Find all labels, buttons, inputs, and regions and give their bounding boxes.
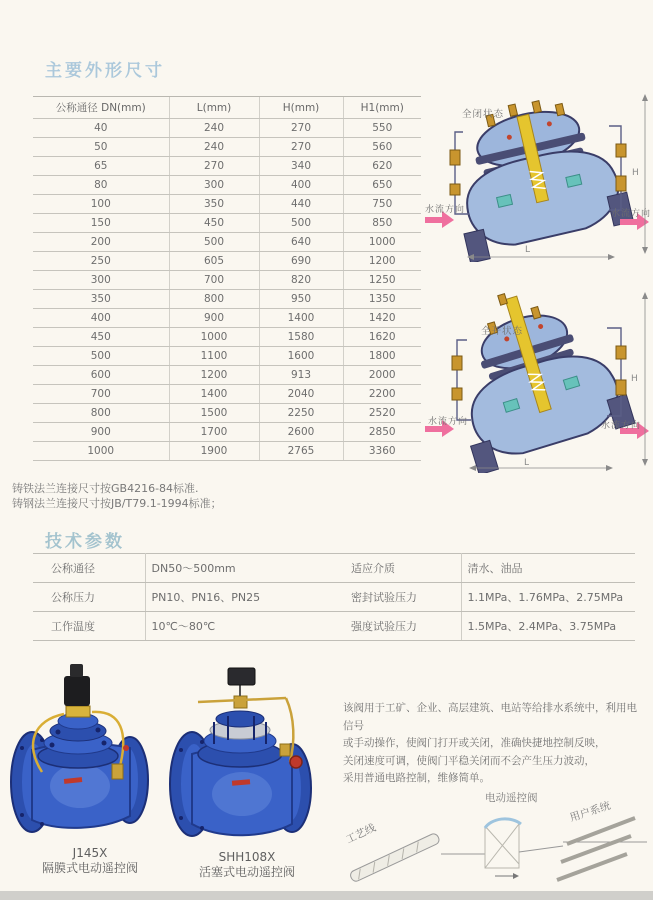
table-row	[33, 309, 421, 328]
cell-h: 270	[259, 119, 343, 138]
cell-h: 913	[259, 366, 343, 385]
valve-cross-section-open-drawing	[423, 288, 651, 473]
cell-h1: 750	[343, 195, 421, 214]
cell-dn: 50	[33, 138, 169, 157]
dim-l-label: L	[525, 245, 531, 255]
scan-edge-strip	[0, 891, 653, 900]
cell-h: 1400	[259, 309, 343, 328]
product-photo-shh108x	[166, 656, 318, 846]
cell-l: 900	[169, 309, 259, 328]
table-header-cell: H1(mm)	[343, 97, 421, 119]
tech-params-table-left	[33, 553, 333, 641]
cell-h1: 1000	[343, 233, 421, 252]
cell-l: 270	[169, 157, 259, 176]
table-row	[33, 442, 421, 461]
table-header-cell: L(mm)	[169, 97, 259, 119]
cell-dn: 1000	[33, 442, 169, 461]
state-label: 全闭状态	[462, 109, 505, 120]
caption-j145x	[15, 846, 165, 876]
description-line: 关闭速度可调，使阀门平稳关闭而不会产生压力波动，	[343, 754, 595, 767]
table-row	[33, 366, 421, 385]
table-row	[33, 195, 421, 214]
valve-diagram-closed	[423, 92, 651, 262]
section-title-tech-params: 技术参数	[45, 532, 125, 552]
cell-dn: 350	[33, 290, 169, 309]
cell-h: 2765	[259, 442, 343, 461]
cell-h: 340	[259, 157, 343, 176]
tech-params-table-right	[333, 553, 635, 641]
cell-h: 950	[259, 290, 343, 309]
cell-h: 400	[259, 176, 343, 195]
cell-l: 350	[169, 195, 259, 214]
cell-h1: 1250	[343, 271, 421, 290]
table-header-cell: H(mm)	[259, 97, 343, 119]
description-line: 该阀用于工矿、企业、高层建筑、电站等给排水系统中，利用电信号	[343, 702, 637, 732]
cell-h1: 2000	[343, 366, 421, 385]
cell-h1: 620	[343, 157, 421, 176]
cell-l: 240	[169, 138, 259, 157]
param-label: 密封试验压力	[333, 583, 461, 612]
cell-h: 640	[259, 233, 343, 252]
cell-l: 1400	[169, 385, 259, 404]
description-line: 或手动操作，使阀门打开或关闭，准确快捷地控制反映，	[343, 737, 606, 749]
caption-shh108x	[172, 850, 322, 880]
flow-in-label: 水流方向	[428, 417, 469, 427]
cell-dn: 700	[33, 385, 169, 404]
cell-l: 1900	[169, 442, 259, 461]
cell-l: 300	[169, 176, 259, 195]
remote-valve-label: 电动遥控阀	[485, 792, 538, 804]
product-photo-j145x	[8, 650, 155, 844]
tech-param-row	[33, 583, 333, 612]
cell-l: 240	[169, 119, 259, 138]
cell-l: 1500	[169, 404, 259, 423]
param-value: 1.1MPa、1.76MPa、2.75MPa	[461, 583, 635, 612]
piston-valve-image	[166, 656, 318, 846]
cell-dn: 500	[33, 347, 169, 366]
description-line: 采用普通电路控制，维修简单。	[343, 772, 490, 784]
table-row	[33, 271, 421, 290]
dim-h-label: H	[632, 168, 639, 178]
table-row	[33, 157, 421, 176]
cell-h1: 1350	[343, 290, 421, 309]
user-system-label: 用户系统	[568, 799, 612, 825]
cell-h: 820	[259, 271, 343, 290]
dimensions-table-header	[33, 97, 421, 119]
param-value: DN50～500mm	[145, 554, 333, 583]
cell-l: 1200	[169, 366, 259, 385]
cell-dn: 80	[33, 176, 169, 195]
cell-h1: 850	[343, 214, 421, 233]
param-label: 公称压力	[33, 583, 145, 612]
cell-h: 500	[259, 214, 343, 233]
cell-dn: 800	[33, 404, 169, 423]
cell-h: 1580	[259, 328, 343, 347]
product-name: 活塞式电动遥控阀	[198, 865, 295, 879]
section-title-dimensions: 主要外形尺寸	[45, 61, 165, 81]
dim-l-label: L	[524, 458, 530, 468]
product-description	[343, 700, 647, 788]
cell-dn: 40	[33, 119, 169, 138]
table-row	[33, 176, 421, 195]
cell-dn: 600	[33, 366, 169, 385]
tech-param-row	[333, 612, 635, 641]
param-label: 适应介质	[333, 554, 461, 583]
cell-dn: 200	[33, 233, 169, 252]
param-label: 强度试验压力	[333, 612, 461, 641]
cell-h: 2040	[259, 385, 343, 404]
cell-h: 2600	[259, 423, 343, 442]
table-row	[33, 328, 421, 347]
cell-dn: 65	[33, 157, 169, 176]
product-model: J145X	[72, 846, 108, 860]
table-row	[33, 347, 421, 366]
tech-param-row	[33, 554, 333, 583]
cell-h1: 2850	[343, 423, 421, 442]
note-line: 铸钢法兰连接尺寸按JB/T79.1-1994标准；	[12, 497, 222, 510]
cell-h: 1600	[259, 347, 343, 366]
table-row	[33, 214, 421, 233]
cell-dn: 100	[33, 195, 169, 214]
tech-param-row	[333, 583, 635, 612]
flow-out-label: 水流方向	[611, 209, 652, 219]
table-header-cell: 公称通径 DN(mm)	[33, 97, 169, 119]
product-name: 隔膜式电动遥控阀	[41, 861, 138, 875]
table-row	[33, 119, 421, 138]
installation-diagram	[335, 786, 651, 892]
cell-h1: 2520	[343, 404, 421, 423]
dim-h-label: H	[631, 374, 638, 384]
cell-h1: 1200	[343, 252, 421, 271]
cell-h1: 650	[343, 176, 421, 195]
product-model: SHH108X	[218, 850, 276, 864]
tech-param-row	[33, 612, 333, 641]
cell-l: 700	[169, 271, 259, 290]
cell-h1: 1620	[343, 328, 421, 347]
cell-l: 1000	[169, 328, 259, 347]
cell-h: 2250	[259, 404, 343, 423]
state-label: 全开状态	[481, 326, 524, 337]
cell-l: 605	[169, 252, 259, 271]
dimensions-table-body	[33, 119, 421, 461]
cell-l: 450	[169, 214, 259, 233]
cell-l: 1700	[169, 423, 259, 442]
process-line-label: 工艺线	[344, 821, 378, 847]
table-row	[33, 290, 421, 309]
flange-standard-notes	[12, 481, 222, 511]
table-row	[33, 404, 421, 423]
flow-out-label: 水流方向	[601, 421, 642, 431]
cell-h1: 3360	[343, 442, 421, 461]
cell-h1: 2200	[343, 385, 421, 404]
dimensions-table	[33, 96, 421, 461]
param-value: 10℃～80℃	[145, 612, 333, 641]
cell-dn: 150	[33, 214, 169, 233]
cell-dn: 900	[33, 423, 169, 442]
valve-diagram-open	[423, 288, 651, 473]
cell-l: 800	[169, 290, 259, 309]
cell-h1: 560	[343, 138, 421, 157]
param-value: 清水、油品	[461, 554, 635, 583]
cell-dn: 400	[33, 309, 169, 328]
valve-cross-section-closed-drawing	[423, 92, 651, 262]
cell-dn: 450	[33, 328, 169, 347]
param-label: 工作温度	[33, 612, 145, 641]
param-value: PN10、PN16、PN25	[145, 583, 333, 612]
table-row	[33, 423, 421, 442]
cell-h: 270	[259, 138, 343, 157]
table-row	[33, 233, 421, 252]
cell-dn: 300	[33, 271, 169, 290]
cell-h1: 1420	[343, 309, 421, 328]
table-row	[33, 138, 421, 157]
table-row	[33, 385, 421, 404]
param-value: 1.5MPa、2.4MPa、3.75MPa	[461, 612, 635, 641]
cell-l: 1100	[169, 347, 259, 366]
flow-in-label: 水流方向	[425, 205, 466, 215]
cell-h1: 550	[343, 119, 421, 138]
param-label: 公称通径	[33, 554, 145, 583]
cell-dn: 250	[33, 252, 169, 271]
tech-param-row	[333, 554, 635, 583]
cell-l: 500	[169, 233, 259, 252]
diaphragm-valve-image	[8, 650, 155, 844]
table-row	[33, 252, 421, 271]
cell-h: 440	[259, 195, 343, 214]
cell-h1: 1800	[343, 347, 421, 366]
cell-h: 690	[259, 252, 343, 271]
note-line: 铸铁法兰连接尺寸按GB4216-84标准.	[12, 482, 199, 495]
